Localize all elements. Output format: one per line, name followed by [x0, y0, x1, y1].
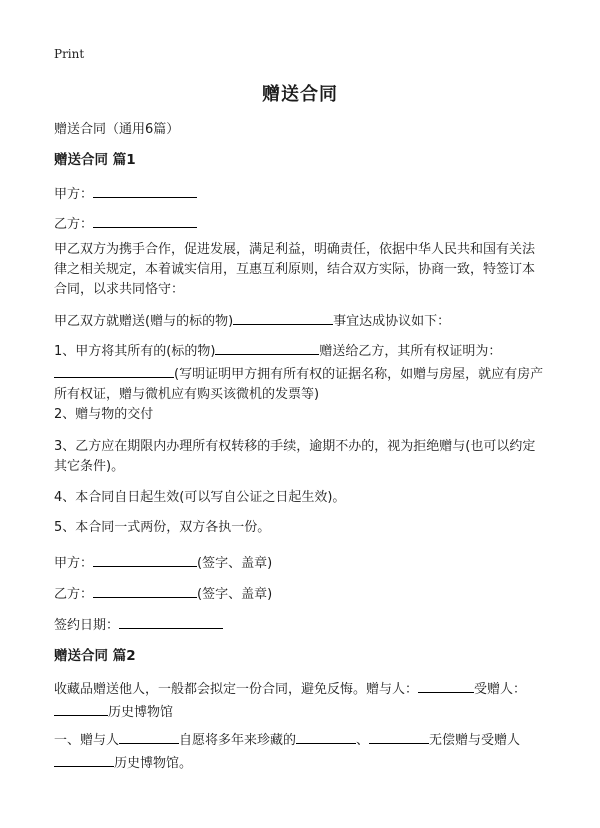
gift-matter-prefix: 甲乙双方就赠送(赠与的标的物) — [54, 314, 234, 329]
section2-intro-part1: 收藏品赠送他人，一般都会拟定一份合同，避免反悔。赠与人： — [54, 682, 419, 697]
party-a-label: 甲方： — [54, 187, 94, 202]
party-a-blank — [93, 182, 197, 198]
sign-date-label: 签约日期： — [54, 618, 120, 633]
clause1-proof-blank — [54, 362, 174, 378]
sign-b-note: (签字、盖章) — [197, 587, 273, 602]
section2-clause1-part2: 自愿将多年来珍藏的 — [179, 733, 297, 748]
sign-a-line — [54, 551, 546, 574]
clause1-part2: 赠送给乙方，其所有权证明为： — [319, 344, 502, 359]
sign-a-note: (签字、盖章) — [197, 556, 273, 571]
clause5: 5、本合同一式两份，双方各执一份。 — [54, 520, 271, 535]
section2-clause1-part5: 历史博物馆。 — [114, 756, 193, 771]
clause3: 3、乙方应在期限内办理所有权转移的手续，逾期不办的，视为拒绝赠与(也可以约定其它条件)。 — [54, 439, 536, 474]
donee-blank — [54, 700, 108, 716]
section1-intro: 甲乙双方为携手合作，促进发展，满足利益，明确责任，依据中华人民共和国有关法律之相关规定，本着诚实信用，互惠互利原则，结合双方实际，协商一致，特签订本合同，以求共同恪守： — [54, 242, 536, 297]
document-subtitle: 赠送合同（通用6篇） — [54, 122, 180, 137]
print-link[interactable]: Print — [54, 47, 85, 61]
clause1-part1: 1、甲方将其所有的(标的物) — [54, 344, 216, 359]
sign-date-line — [54, 613, 546, 636]
clause1 — [54, 339, 546, 405]
sign-b-line — [54, 582, 546, 605]
party-b-blank — [93, 212, 197, 228]
sign-b-label: 乙方： — [54, 587, 94, 602]
s2-donor-blank — [119, 728, 179, 744]
gift-matter-suffix: 事宜达成协议如下： — [333, 314, 451, 329]
section2-heading: 赠送合同 篇2 — [54, 648, 136, 664]
clause2: 2、赠与物的交付 — [54, 407, 154, 422]
section2-clause1-part4: 无偿赠与受赠人 — [429, 733, 521, 748]
gift-matter-line — [54, 309, 546, 332]
section1-heading: 赠送合同 篇1 — [54, 152, 136, 168]
donor-blank — [418, 677, 474, 693]
clause4: 4、本合同自日起生效(可以写自公证之日起生效)。 — [54, 490, 346, 505]
gift-matter-blank — [233, 309, 333, 325]
section2-intro-part3: 历史博物馆 — [108, 705, 174, 720]
clause1-object-blank — [215, 339, 319, 355]
sign-b-blank — [93, 582, 197, 598]
clause1-part3: (写明证明甲方拥有所有权的证据名称，如赠与房屋，就应有房产所有权证，赠与微机应有购买该微机的发票等) — [54, 367, 544, 402]
section2-clause1 — [54, 728, 546, 774]
document-title: 赠送合同 — [262, 84, 338, 105]
sign-date-blank — [119, 613, 223, 629]
party-a-line — [54, 182, 546, 205]
sign-a-label: 甲方： — [54, 556, 94, 571]
section2-clause1-part1: 一、赠与人 — [54, 733, 120, 748]
section2-intro-part2: 受赠人： — [474, 682, 527, 697]
s2-item1-blank — [296, 728, 356, 744]
section2-intro — [54, 677, 546, 723]
s2-item2-blank — [369, 728, 429, 744]
section2-clause1-part3: 、 — [356, 733, 370, 748]
sign-a-blank — [93, 551, 197, 567]
party-b-label: 乙方： — [54, 217, 94, 232]
s2-donee-blank — [54, 751, 114, 767]
party-b-line — [54, 212, 546, 235]
